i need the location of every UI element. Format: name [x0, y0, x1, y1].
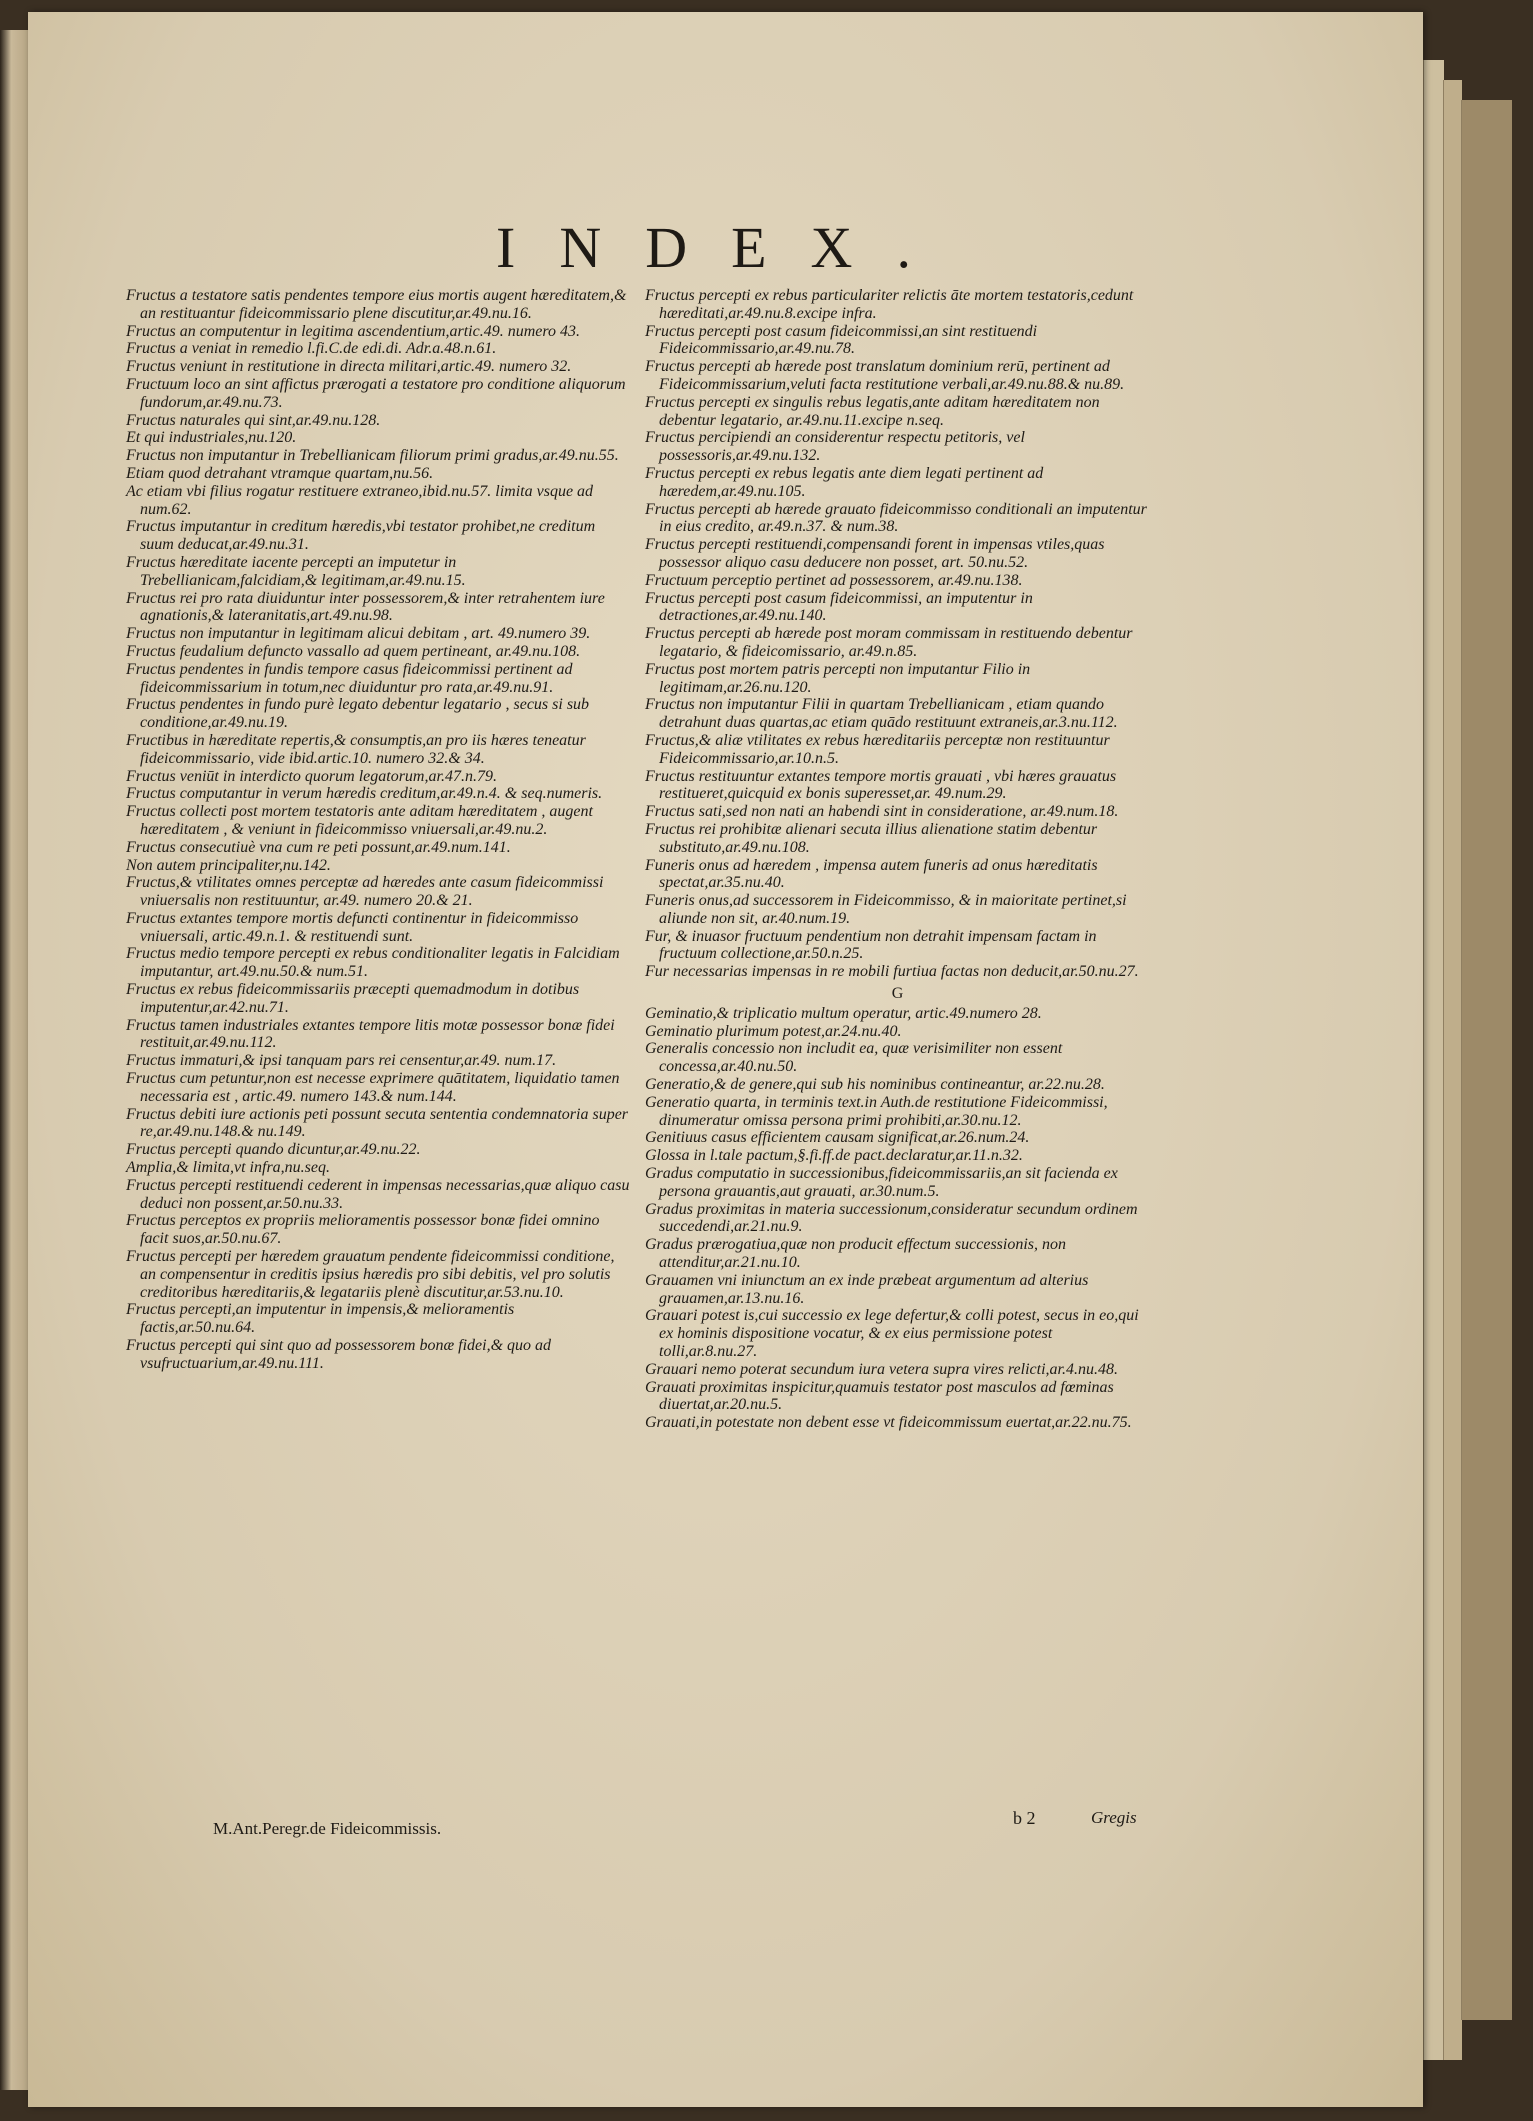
index-entry: Gradus proximitas in materia successionum,consideratur secundum ordinem succedendi,ar.21.nu.9. [645, 1200, 1138, 1236]
index-entry: Fructus veniunt in restitutione in directa militari,artic.49. numero 32. [126, 358, 572, 376]
index-entry: Fructus percepti qui sint quo ad possessorem bonæ fidei,& quo ad vsufructuarium,ar.49.nu.111. [126, 1337, 552, 1372]
index-section-g [645, 1005, 1150, 1432]
index-entry: Fructus percepti per hæredem grauatum pendente fideicommissi conditione, an compensentur in creditis ipsius hæredis pro sibi debitis, vel pro solutis creditoribus hæreditariis,& legatariis plenè discutitur,ar.53.nu.10. [126, 1248, 615, 1301]
index-entry: Fructus,& vtilitates omnes perceptæ ad hæredes ante casum fideicommissi vniuersalis non restituuntur, ar.49. numero 20.& 21. [126, 874, 604, 910]
index-entry: Grauari potest is,cui successio ex lege defertur,& colli potest, secus in eo,qui ex hominis dispositione vocatur, & ex eius permissione potest tolli,ar.8.nu.27. [645, 1307, 1139, 1361]
index-entry: Generatio,& de genere,qui sub his nominibus contineantur, ar.22.nu.28. [645, 1076, 1105, 1094]
index-entry: Fructus naturales qui sint,ar.49.nu.128. [126, 411, 381, 429]
index-entry: Fructus an computentur in legitima ascendentium,artic.49. numero 43. [126, 322, 581, 340]
index-entry: Fructus percepti restituendi,compensandi forent in impensas vtiles,quas possessor aliquo casu deducere non posset, art. 50.nu.52. [645, 536, 1105, 571]
index-entry: Fructus percepti ab hærede grauato fideicommisso conditionali an imputentur in eius credito, ar.49.n.37. & num.38. [645, 500, 1147, 536]
index-entry: Fructus percepti restituendi cederent in impensas necessarias,quæ aliquo casu deduci non possent,ar.50.nu.33. [126, 1176, 630, 1212]
index-entry: Fructuum perceptio pertinet ad possessorem, ar.49.nu.138. [645, 571, 1023, 589]
adjacent-page-edge [0, 30, 28, 2090]
index-entry: Grauati proximitas inspicitur,quamuis testator post masculos ad fœminas diuertat,ar.20.nu.5. [645, 1378, 1114, 1414]
index-entry: Fructus cum petuntur,non est necesse exprimere quātitatem, liquidatio tamen necessaria est , artic.49. numero 143.& num.144. [126, 1070, 620, 1105]
index-entry: Amplia,& limita,vt infra,nu.seq. [126, 1159, 330, 1177]
index-entry: Fructus rei prohibitæ alienari secuta illius alienatione statim debentur substituto,ar.49.nu.108. [645, 820, 1098, 856]
index-entry: Fructus non imputantur Filii in quartam Trebellianicam , etiam quando detrahunt duas quartas,ac etiam quādo restituunt extraneis,ar.3.nu.112. [645, 696, 1118, 732]
index-entry: Fructus extantes tempore mortis defuncti continentur in fideicommisso vniuersali, artic.49.n.1. & restituendi sunt. [126, 909, 579, 945]
index-entry: Fur necessarias impensas in re mobili furtiua factas non deducit,ar.50.nu.27. [645, 963, 1139, 981]
index-entry: Fructus percepti,an imputentur in impensis,& melioramentis factis,ar.50.nu.64. [126, 1301, 515, 1337]
index-entry: Fructus percepti ex rebus particulariter relictis āte mortem testatoris,cedunt hæreditati,ar.49.nu.8.excipe infra. [645, 287, 1134, 322]
index-entry: Fructus immaturi,& ipsi tanquam pars rei censentur,ar.49. num.17. [126, 1052, 557, 1070]
index-entry: Et qui industriales,nu.120. [126, 429, 297, 447]
index-entry: Fructus restituuntur extantes tempore mortis grauati , vbi hæres grauatus restitueret,quicquid ex bonis superesset,ar. 49.num.29. [645, 767, 1117, 803]
index-entry: Fructus computantur in verum hæredis creditum,ar.49.n.4. & seq.numeris. [126, 785, 603, 803]
index-section-f [645, 287, 1150, 981]
index-entry: Fructus percepti ex rebus legatis ante diem legati pertinent ad hæredem,ar.49.nu.105. [645, 464, 1044, 500]
printer-signature: M.Ant.Peregr.de Fideicommissis. [213, 1819, 442, 1838]
index-entry: Gradus computatio in successionibus,fideicommissariis,an sit facienda ex persona grauantis,aut grauati, ar.30.num.5. [645, 1165, 1118, 1200]
index-entry: Fructus post mortem patris percepti non imputantur Filio in legitimam,ar.26.nu.120. [645, 660, 1031, 696]
index-entry: Generatio quarta, in terminis text.in Auth.de restitutione Fideicommissi, dinumeratur omissa persona primi prohibiti,ar.30.nu.12. [645, 1093, 1108, 1129]
index-entry: Funeris onus ad hæredem , impensa autem funeris ad onus hæreditatis spectat,ar.35.nu.40. [645, 856, 1098, 892]
index-entry: Fructus pendentes in fundo purè legato debentur legatario , secus si sub conditione,ar.49.nu.19. [126, 696, 590, 732]
index-entry: Etiam quod detrahant vtramque quartam,nu.56. [126, 464, 434, 482]
index-column-left [126, 287, 631, 1373]
page-edge-layer [1461, 100, 1512, 2020]
index-entry: Non autem principaliter,nu.142. [126, 856, 331, 874]
index-entry: Fructus veniūt in interdicto quorum legatorum,ar.47.n.79. [126, 767, 497, 785]
index-entry: Fructus percepti quando dicuntur,ar.49.nu.22. [126, 1141, 421, 1159]
index-entry: Fructus,& aliæ vtilitates ex rebus hæreditariis perceptæ non restituuntur Fideicommissario,ar.10.n.5. [645, 731, 1110, 767]
index-entry: Generalis concessio non includit ea, quæ verisimiliter non essent concessa,ar.40.nu.50. [645, 1040, 1063, 1076]
index-entry: Fructibus in hæreditate repertis,& consumptis,an pro iis hæres teneatur fideicommissario, vide ibid.artic.10. numero 32.& 34. [126, 731, 586, 767]
page-title: INDEX. [496, 215, 955, 280]
index-entry: Fructus hæreditate iacente percepti an imputetur in Trebellianicam,falcidiam,& legitimam,ar.49.nu.15. [126, 553, 466, 589]
index-entry: Fructus tamen industriales extantes tempore litis motæ possessor bonæ fidei restituit,ar.49.nu.112. [126, 1016, 615, 1052]
index-entry: Fructus a testatore satis pendentes tempore eius mortis augent hæreditatem,& an restituantur fideicommissario plene discutitur,ar.49.nu.16. [126, 287, 627, 322]
index-entry: Glossa in l.tale pactum,§.fi.ff.de pact.declaratur,ar.11.n.32. [645, 1147, 1023, 1165]
index-entry: Fructus feudalium defuncto vassallo ad quem pertineant, ar.49.nu.108. [126, 642, 581, 660]
index-entry: Genitiuus casus efficientem causam significat,ar.26.num.24. [645, 1129, 1030, 1147]
index-entry: Fructus debiti iure actionis peti possunt secuta sententia condemnatoria super re,ar.49.nu.148.& nu.149. [126, 1105, 629, 1141]
index-entry: Fructus sati,sed non nati an habendi sint in consideratione, ar.49.num.18. [645, 803, 1119, 821]
index-entry: Fructus percepti ab hærede post translatum dominium rerū, pertinent ad Fideicommissarium,veluti facta restitutione verbali,ar.49.nu.88.& nu.89. [645, 358, 1125, 393]
index-entry: Geminatio,& triplicatio multum operatur, artic.49.numero 28. [645, 1004, 1042, 1022]
index-entry: Ac etiam vbi filius rogatur restituere extraneo,ibid.nu.57. limita vsque ad num.62. [126, 482, 594, 518]
index-entry: Fructus pendentes in fundis tempore casus fideicommissi pertinent ad fideicommissarium in totum,nec diuiduntur pro rata,ar.49.nu.91. [126, 660, 573, 696]
index-entry: Fructus percepti ex singulis rebus legatis,ante aditam hæreditatem non debentur legatario, ar.49.nu.11.excipe n.seq. [645, 393, 1100, 429]
index-entry: Grauari nemo poterat secundum iura vetera supra vires relicti,ar.4.nu.48. [645, 1360, 1118, 1378]
index-entry: Fructus medio tempore percepti ex rebus conditionaliter legatis in Falcidiam imputantur, art.49.nu.50.& num.51. [126, 945, 620, 981]
index-entry: Grauamen vni iniunctum an ex inde præbeat argumentum ad alterius grauamen,ar.13.nu.16. [645, 1271, 1089, 1307]
index-entry: Fructus rei pro rata diuiduntur inter possessorem,& inter retrahentem iure agnationis,& lateranitatis,art.49.nu.98. [126, 589, 605, 625]
index-entry: Gradus prærogatiua,quæ non producit effectum successionis, non attenditur,ar.21.nu.10. [645, 1236, 1067, 1272]
index-entry: Fructuum loco an sint affictus prærogati a testatore pro conditione aliquorum fundorum,ar.49.nu.73. [126, 375, 626, 411]
page-edge-layer [1443, 80, 1462, 2060]
index-entry: Fructus imputantur in creditum hæredis,vbi testator prohibet,ne creditum suum deducat,ar.49.nu.31. [126, 518, 596, 554]
index-entry: Funeris onus,ad successorem in Fideicommisso, & in maioritate pertinet,si aliunde non sit, ar.40.num.19. [645, 892, 1127, 927]
index-entry: Fructus ex rebus fideicommissariis præcepti quemadmodum in dotibus imputentur,ar.42.nu.71. [126, 981, 580, 1016]
sheet-mark: b 2 [1013, 1808, 1036, 1828]
section-letter: G [891, 985, 904, 1003]
index-entry: Fructus percipiendi an considerentur respectu petitoris, vel possessoris,ar.49.nu.132. [645, 429, 1025, 465]
index-entry: Fructus consecutiuè vna cum re peti possunt,ar.49.num.141. [126, 838, 511, 856]
index-entry: Geminatio plurimum potest,ar.24.nu.40. [645, 1022, 902, 1040]
index-entry: Fructus non imputantur in legitimam alicui debitam , art. 49.numero 39. [126, 625, 591, 643]
book-page [28, 12, 1423, 2107]
catchword: Gregis [1091, 1808, 1137, 1827]
index-entry: Grauati,in potestate non debent esse vt fideicommissum euertat,ar.22.nu.75. [645, 1414, 1132, 1432]
index-entry: Fructus percepti post casum fideicommissi, an imputentur in detractiones,ar.49.nu.140. [645, 589, 1033, 625]
index-column-right [645, 287, 1150, 1432]
index-entry: Fructus percepti post casum fideicommissi,an sint restituendi Fideicommissario,ar.49.nu.78. [645, 322, 1038, 358]
index-entry: Fur, & inuasor fructuum pendentium non detrahit impensam factam in fructuum collectione,ar.50.n.25. [645, 927, 1097, 963]
index-entry: Fructus collecti post mortem testatoris ante aditam hæreditatem , augent hæreditatem , & veniunt in fideicommisso vniuersali,ar.49.nu.2. [126, 803, 593, 838]
index-entry: Fructus percepti ab hærede post moram commissam in restituendo debentur legatario, & fideicomissario, ar.49.n.85. [645, 625, 1133, 660]
index-entry: Fructus perceptos ex propriis melioramentis possessor bonæ fidei omnino facit suos,ar.50.nu.67. [126, 1212, 600, 1248]
index-entry: Fructus a veniat in remedio l.fi.C.de edi.di. Adr.a.48.n.61. [126, 340, 497, 358]
page-edge-layer [1423, 60, 1444, 2060]
index-entry: Fructus non imputantur in Trebellianicam filiorum primi gradus,ar.49.nu.55. [126, 447, 619, 465]
